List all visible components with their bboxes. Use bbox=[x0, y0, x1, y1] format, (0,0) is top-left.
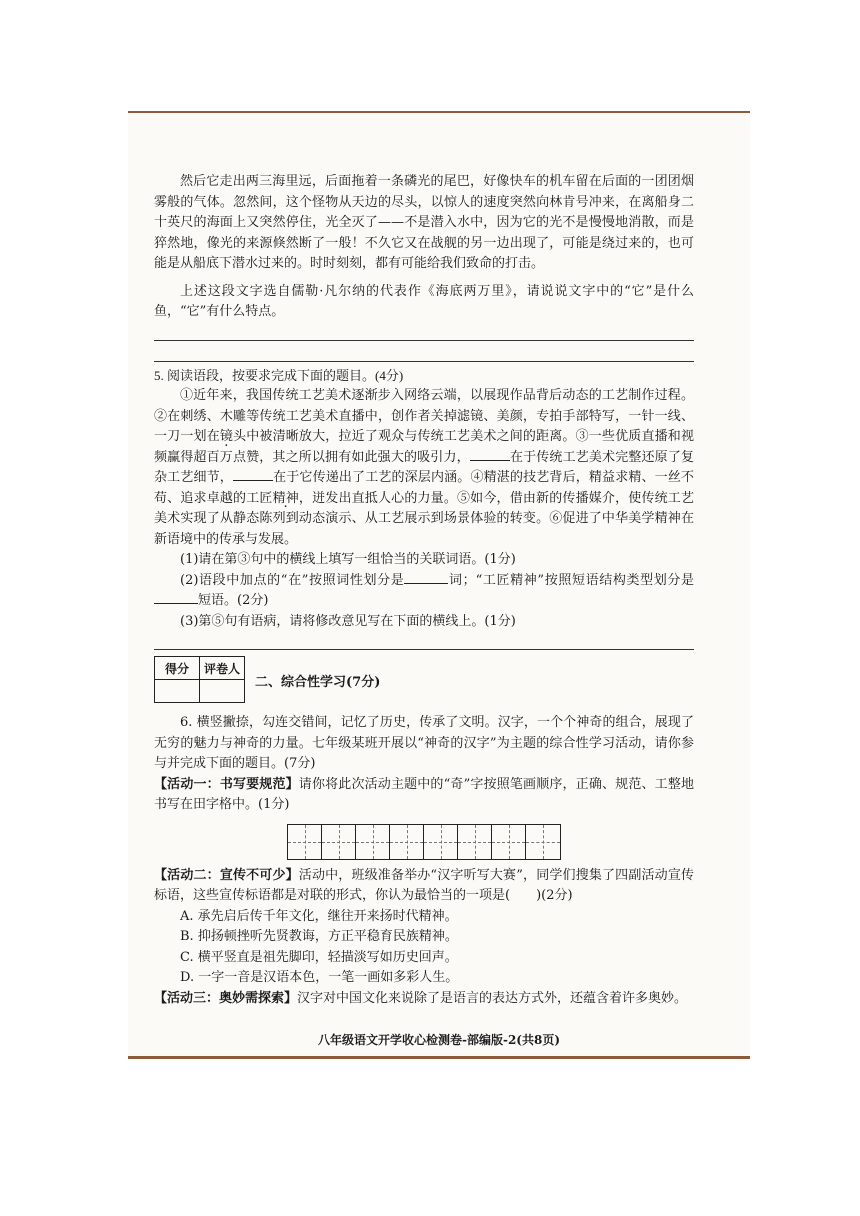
paragraph-text: ①近年来，我国传统工艺美术逐渐步入网络云端，以展现作品背后动态的工艺制作过程。②在刺绣、木雕等传统工艺美术直播中，创作者关掉滤镜、美颜，专拍手部特写，一针一线、一刀一划 bbox=[154, 388, 694, 444]
activity-text: 汉字对中国文化来说除了是语言的表达方式外，还蕴含着许多奥妙。 bbox=[297, 990, 688, 1006]
activity-label: 【活动一：书写要规范】 bbox=[154, 776, 299, 792]
dotted-phrase: 工匠精神 bbox=[246, 490, 299, 506]
sub-question-3: (3)第⑤句有语病，请将修改意见写在下面的横线上。(1分) bbox=[180, 613, 516, 629]
grader-box[interactable] bbox=[200, 680, 245, 703]
tianzige-cell[interactable] bbox=[288, 825, 322, 859]
sub-question-1: (1)请在第③句中的横线上填写一组恰当的关联词语。(1分) bbox=[180, 552, 516, 567]
paragraph-text: ，迸发出直抵人心的力量。⑤如今，借由新的传播媒介，使传统工艺美术实现了从静态陈列到动态演示、从工艺展示到场景体验的转变。⑥促进了中华美学精神在新语境中的传承与发展。 bbox=[154, 490, 694, 547]
answer-line[interactable] bbox=[154, 326, 694, 341]
activity-text: 活动中，班级准备举办“汉字听写大赛”，同学们搜集了四副活动宣传标语，这些宣传标语都是对联的形式，你认为最恰当的一项是( )(2分) bbox=[154, 867, 694, 903]
paragraph-text: 在于传统工艺美术完整还原了复杂工艺细节， bbox=[154, 449, 694, 485]
answer-line[interactable] bbox=[154, 635, 694, 650]
option-a[interactable]: A. 承先启后传千年文化，继往开来扬时代精神。 bbox=[180, 908, 458, 924]
tianzige-cell[interactable] bbox=[424, 825, 458, 859]
tianzige-cell[interactable] bbox=[492, 825, 526, 859]
question-5-title: 5. 阅读语段，按要求完成下面的题目。(4分) bbox=[154, 367, 404, 383]
sub-question-text: 词；“工匠精神”按照短语结构类型划分是 bbox=[448, 572, 694, 588]
activity-2 bbox=[154, 866, 694, 907]
question-4-prompt: 上述这段文字选自儒勒·凡尔纳的代表作《海底两万里》，请说说文字中的“它”是什么鱼，“它”有什么特点。 bbox=[154, 283, 694, 319]
section-2-title: 二、综合性学习(7分) bbox=[255, 675, 381, 690]
sub-question-text: 短语。(2分) bbox=[198, 593, 269, 608]
tianzige-cell[interactable] bbox=[526, 825, 560, 859]
sub-question-2 bbox=[154, 571, 694, 612]
question-6-intro: 6. 横竖撇捺，勾连交错间，记忆了历史，传承了文明。汉字，一个个神奇的组合，展现了无穷的魅力与神奇的力量。七年级某班开展以“神奇的汉字”为主题的综合性学习活动，请你参与并完成下面的题目。(7分) bbox=[154, 715, 694, 771]
blank-2[interactable] bbox=[233, 468, 273, 481]
tianzige-wrap bbox=[154, 824, 694, 860]
dotted-char: 在 bbox=[206, 429, 220, 444]
question-5-paragraph bbox=[154, 386, 694, 550]
option-c[interactable]: C. 横平竖直是祖先脚印，轻描淡写如历史回声。 bbox=[180, 949, 458, 965]
activity-3 bbox=[154, 989, 694, 1010]
activity-1 bbox=[154, 775, 694, 816]
answer-line[interactable] bbox=[154, 347, 694, 362]
activity-label: 【活动三：奥妙需探索】 bbox=[154, 990, 298, 1006]
page-footer: 八年级语文开学收心检测卷-部编版-2(共8页) bbox=[317, 1033, 561, 1047]
section-2-header bbox=[154, 656, 694, 703]
option-d[interactable]: D. 一字一音是汉语本色，一笔一画如多彩人生。 bbox=[180, 970, 459, 985]
blank-phrase-type[interactable] bbox=[154, 591, 198, 604]
activity-label: 【活动二：宣传不可少】 bbox=[154, 867, 299, 883]
page-bottom-edge bbox=[128, 1056, 750, 1059]
tianzige-cell[interactable] bbox=[322, 825, 356, 859]
score-box[interactable] bbox=[155, 680, 200, 703]
paragraph-text: 在于它传递出了工艺的深层内涵。④精湛的技艺背后，精益求精、一丝不苟、追求卓越的 bbox=[154, 470, 694, 506]
blank-word-class[interactable] bbox=[404, 571, 448, 584]
option-b[interactable]: B. 抑扬顿挫听先贤教诲，方正平稳育民族精神。 bbox=[180, 929, 458, 944]
exam-content bbox=[154, 172, 694, 1009]
activity-text: 请你将此次活动主题中的“奇”字按照笔画顺序，正确、规范、工整地书写在田字格中。(1分) bbox=[154, 776, 694, 812]
reading-passage: 然后它走出两三海里远，后面拖着一条磷光的尾巴，好像快车的机车留在后面的一团团烟雾般的气体。忽然间，这个怪物从天边的尽头，以惊人的速度突然向林肯号冲来，在离船身二十英尺的海面上又突然停住，光全灭了——不是潜入水中，因为它的光不是慢慢地消散，而是猝然地，像光的来源倏然断了一般！不久它又在战舰的另一边出现了，可能是绕过来的，也可能是从船底下潜水过来的。时时刻刻，都有可能给我们致命的打击。 bbox=[154, 174, 694, 271]
sub-question-text: (2)语段中加点的“在”按照词性划分是 bbox=[180, 572, 405, 588]
tianzige-cell[interactable] bbox=[458, 825, 492, 859]
grader-label: 评卷人 bbox=[200, 657, 245, 680]
score-label: 得分 bbox=[155, 657, 200, 680]
tianzige-grid bbox=[287, 824, 561, 860]
blank-1[interactable] bbox=[470, 448, 510, 461]
tianzige-cell[interactable] bbox=[390, 825, 424, 859]
paragraph-text: 镜头中被清晰放大，拉近了观众与传统工艺美术之间的距离。③一些优质直播和视频赢得超百万点赞，其之所以拥有如此强大的吸引力， bbox=[154, 429, 694, 465]
score-table bbox=[154, 656, 245, 703]
tianzige-cell[interactable] bbox=[356, 825, 390, 859]
